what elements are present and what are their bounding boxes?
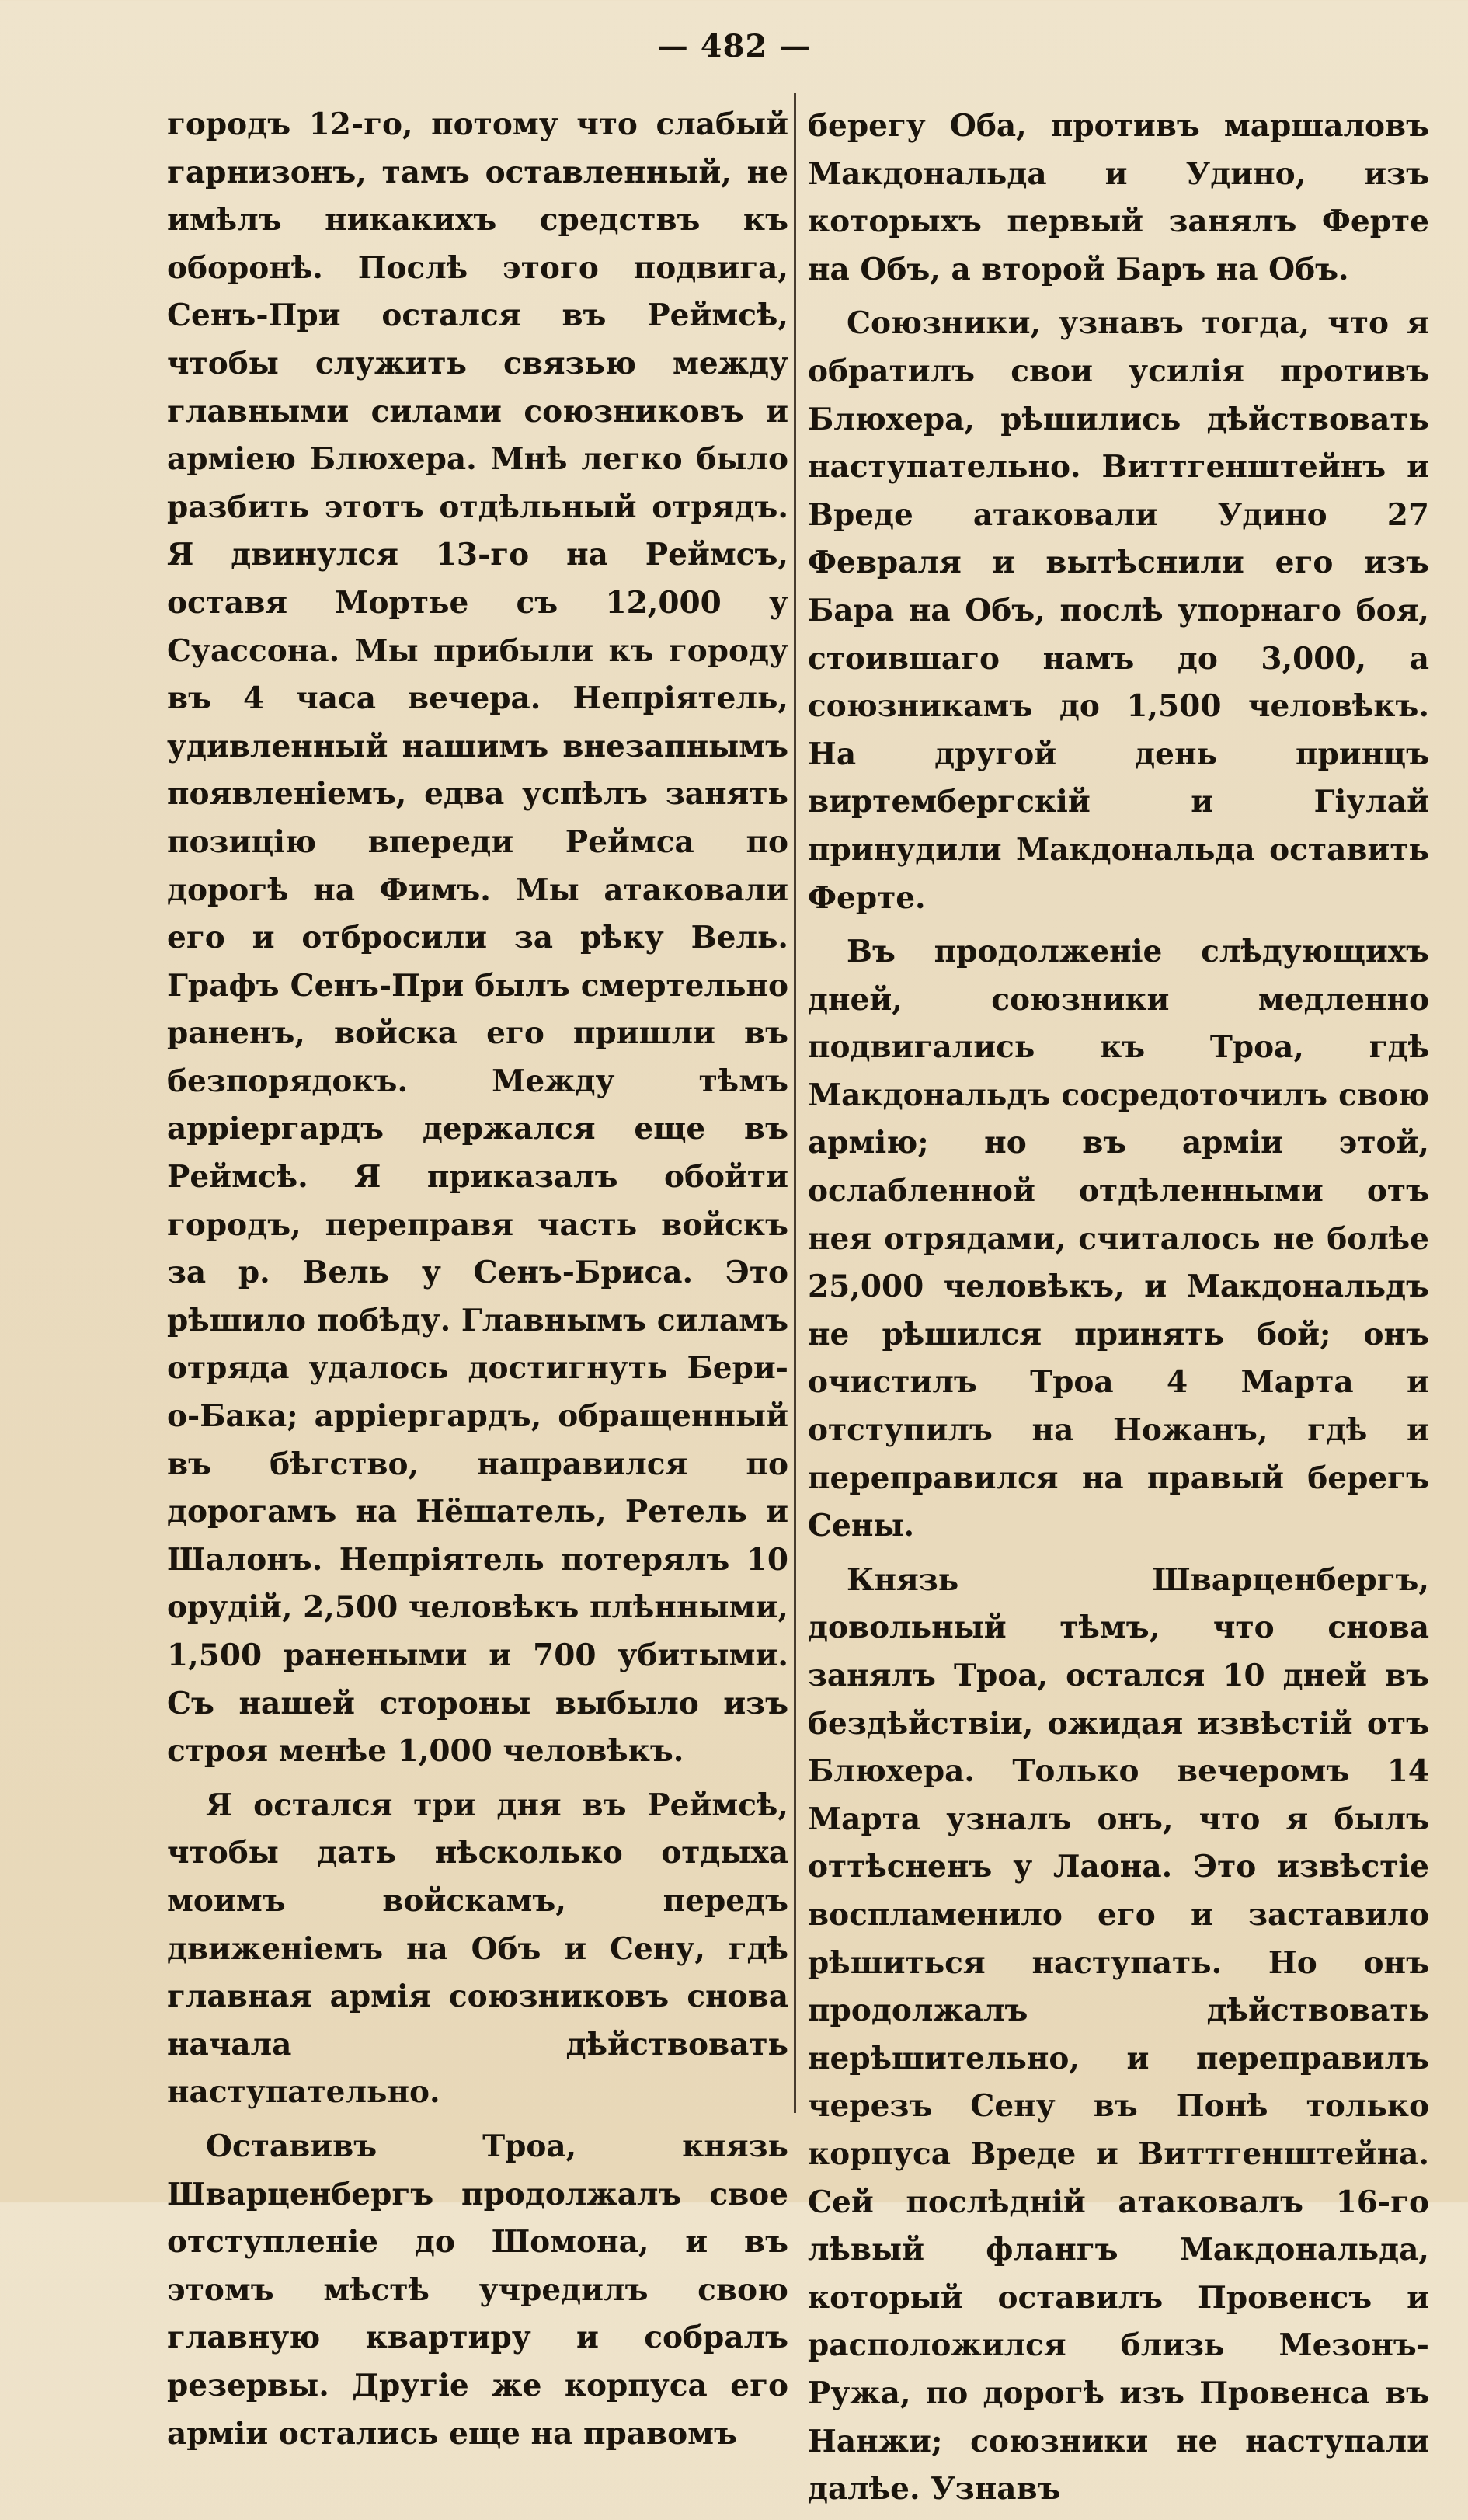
paragraph: Въ продолженіе слѣдующихъ дней, союзники медленно подвигались къ Троа, гдѣ Макдональдъ сосредоточилъ свою армію; но въ арміи этой, ослабленной отдѣленными отъ нея отрядами, считалось не болѣе 25,000 человѣкъ, и Макдональдъ не рѣшился принять бой; онъ очистилъ Троа 4 Марта и отступилъ на Ножанъ, гдѣ и переправился на правый берегъ Сены.	[808, 934, 1429, 1544]
page-number: — 482 —	[656, 28, 812, 64]
right-column	[808, 103, 1429, 2520]
paragraph: берегу Оба, противъ маршаловъ Макдональда и Удино, изъ которыхъ первый занялъ Ферте на Объ, а второй Баръ на Объ.	[808, 108, 1429, 287]
paragraph: Союзники, узнавъ тогда, что я обратилъ свои усилія противъ Блюхера, рѣшились дѣйствовать наступательно. Виттгенштейнъ и Вреде атаковали Удино 27 Февраля и вытѣснили его изъ Бара на Объ, послѣ упорнаго боя, стоившаго намъ до 3,000, а союзникамъ до 1,500 человѣкъ. На другой день принцъ виртембергскій и Гіулай принудили Макдональда оставить Ферте.	[808, 305, 1429, 916]
paragraph: Князь Шварценбергъ, довольный тѣмъ, что снова занялъ Троа, остался 10 дней въ бездѣйствіи, ожидая извѣстій отъ Блюхера. Только вечеромъ 14 Марта узналъ онъ, что я былъ оттѣсненъ у Лаона. Это извѣстіе воспламенило его и заставило рѣшиться наступать. Но онъ продолжалъ дѣйствовать нерѣшительно, и переправилъ черезъ Сену въ Понѣ только корпуса Вреде и Виттгенштейна. Сей послѣдній атаковалъ 16-го лѣвый флангъ Макдональда, который оставилъ Провенсъ и расположился близь Мезонъ-Ружа, по дорогѣ изъ Провенса въ Нанжи; союзники не наступали далѣе. Узнавъ	[808, 1561, 1429, 2508]
paragraph: Оставивъ Троа, князь Шварценбергъ продолжалъ свое отступленіе до Шомона, и въ этомъ мѣстѣ учредилъ свою главную квартиру и собралъ резервы. Другіе же корпуса его арміи остались еще на правомъ	[167, 2128, 788, 2452]
paragraph: городъ 12-го, потому что слабый гарнизонъ, тамъ оставленный, не имѣлъ никакихъ средствъ къ оборонѣ. Послѣ этого подвига, Сенъ-При остался въ Реймсѣ, чтобы служить связью между главными силами союзниковъ и арміею Блюхера. Мнѣ легко было разбить этотъ отдѣльный отрядъ. Я двинулся 13-го на Реймсъ, оставя Мортье съ 12,000 у Суассона. Мы прибыли къ городу въ 4 часа вечера. Непріятель, удивленный нашимъ внезапнымъ появленіемъ, едва успѣлъ занять позицію впереди Реймса по дорогѣ на Фимъ. Мы атаковали его и отбросили за рѣку Вель. Графъ Сенъ-При былъ смертельно раненъ, войска его пришли въ безпорядокъ. Между тѣмъ арріергардъ держался еще въ Реймсѣ. Я приказалъ обойти городъ, переправя часть войскъ за р. Вель у Сенъ-Бриса. Это рѣшило побѣду. Главнымъ силамъ отряда удалось достигнуть Бери-о-Бака; арріергардъ, обращенный въ бѣгство, направился по дорогамъ на Нёшатель, Ретель и Шалонъ. Непріятель потерялъ 10 орудій, 2,500 человѣкъ плѣнными, 1,500 ранеными и 700 убитыми. Съ нашей стороны выбыло изъ строя менѣе 1,000 человѣкъ.	[167, 106, 788, 1770]
paragraph: Я остался три дня въ Реймсѣ, чтобы дать нѣсколько отдыха моимъ войскамъ, передъ движеніемъ на Объ и Сену, гдѣ главная армія союзниковъ снова начала дѣйствовать наступательно.	[167, 1787, 788, 2111]
left-column	[167, 101, 788, 2464]
column-divider	[794, 93, 796, 2113]
